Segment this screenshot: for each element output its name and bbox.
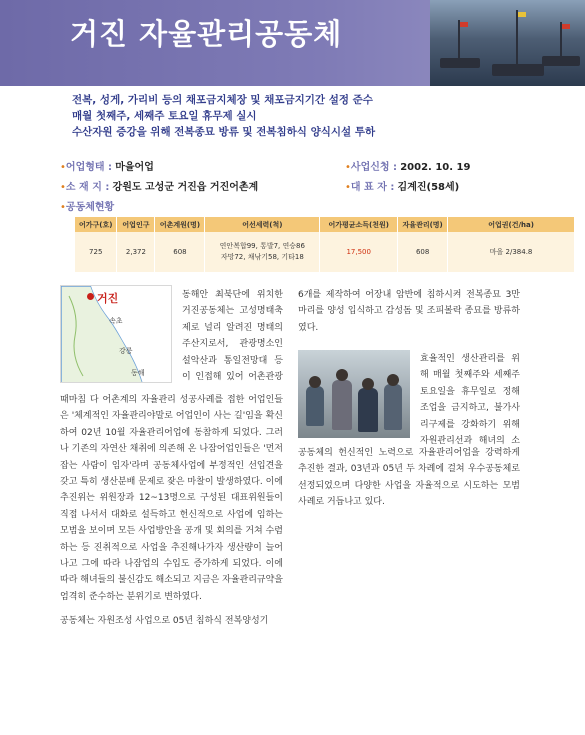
table-header: 자율관리(명) bbox=[398, 217, 448, 232]
paragraph: 공동체는 자원조성 사업으로 05년 침하식 전복양성기 bbox=[60, 616, 269, 627]
table-header: 어촌계원(명) bbox=[155, 217, 205, 232]
table-header-row bbox=[75, 217, 575, 232]
headline-3: 수산자원 증강을 위해 전복종묘 방류 및 전복침하식 양식시설 투하 bbox=[72, 126, 376, 138]
location-map bbox=[60, 285, 172, 383]
table-header: 어업인구 bbox=[117, 217, 155, 232]
map-label: 강릉 bbox=[119, 347, 133, 355]
table-header: 어가구(호) bbox=[75, 217, 117, 232]
headline-block bbox=[0, 86, 585, 142]
right-column-top bbox=[298, 287, 520, 344]
location: •소 재 지 : 강원도 고성군 거진읍 거진어촌계 bbox=[60, 182, 259, 193]
table-cell: 608 bbox=[155, 232, 205, 272]
table-cell: 725 bbox=[75, 232, 117, 272]
paragraph: 때마침 다 어촌계의 자율관리 성공사례를 접한 어업인들은 '체계적인 자율관리야말로 어업인이 사는 길'임을 확신하여 02년 10월 자율관리어업에 동참하게 되었다. 그러나 기존의 자연산 채취에 의존해 온 나잠어업인들은 '먼저 잡는 사람이 임자'라며 공동체사업에 부정적인 선입견을 갖고 특히 생산분배 문제로 잦은 마찰이 발생하였다. 이에 추진위는 위원장과 12~13명으로 구성된 대표위원들이 직접 나서서 대화로 설득하고 헌신적으로 사업에 임하는 모범을 보이며 모든 사업방안을 공개 및 회의를 거쳐 수렴하는 등 진취적으로 사업을 추진해나가자 생산량이 늘어나고 그에 따라 나잠업의 수입도 증가하게 되었다. 이에 따라 해녀들의 불신감도 해소되고 지금은 자율관리규약을 엄격히 준수하는 분위기로 변하였다. bbox=[60, 395, 283, 602]
table-cell: 2,372 bbox=[117, 232, 155, 272]
map-label: 속초 bbox=[109, 317, 123, 325]
map-label: 동해 bbox=[131, 369, 145, 377]
table-header: 어가평균소득(천원) bbox=[320, 217, 398, 232]
application-date: •사업신청 : 2002. 10. 19 bbox=[345, 162, 471, 173]
harbor-photo bbox=[430, 0, 585, 86]
page-title: 거진 자율관리공동체 bbox=[70, 17, 343, 51]
representative: •대 표 자 : 김계진(58세) bbox=[345, 182, 460, 193]
right-column-body bbox=[298, 445, 520, 519]
left-column-body bbox=[60, 384, 283, 638]
table-cell: 608 bbox=[398, 232, 448, 272]
location-marker-icon bbox=[87, 293, 94, 300]
table-cell: 연안복합99, 통발7, 연승86 자망72, 채낚기58, 기타18 bbox=[205, 232, 320, 272]
table-cell: 마을 2/384.8 bbox=[448, 232, 575, 272]
paragraph: 동해안 최북단에 위치한 거진공동체는 고성명태축제로 널리 알려진 명태의 주산지로서, 관광명소인 설악산과 통일전망대 등이 인접해 있어 어촌관광 bbox=[182, 290, 283, 383]
table-row bbox=[75, 232, 575, 272]
header-banner bbox=[0, 0, 585, 86]
headline-2: 매월 첫째주, 세째주 토요일 휴무제 실시 bbox=[72, 110, 257, 122]
paragraph: 6개를 제작하여 어장내 암반에 침하시켜 전복종묘 3만 마리를 양성 입식하고 감성돔 및 조피볼락 종묘를 방류하였다. bbox=[298, 290, 520, 333]
table-cell: 17,500 bbox=[320, 232, 398, 272]
fishermen-photo bbox=[298, 350, 410, 438]
table-header: 어선세력(척) bbox=[205, 217, 320, 232]
left-column-intro bbox=[182, 287, 283, 391]
status-heading: •공동체현황 bbox=[60, 202, 115, 213]
paragraph: 효율적인 생산관리를 위해 매월 첫째주와 세째주 토요일을 휴무일로 정해 조업을 금지하고, 불가사리구제를 강화하기 위해 자원관리선과 해녀의 소 bbox=[420, 354, 520, 447]
map-location-label: 거진 bbox=[97, 292, 119, 305]
headline-1: 전복, 성게, 가리비 등의 채포금지체장 및 채포금지기간 설정 준수 bbox=[72, 94, 373, 106]
community-stats-table bbox=[75, 217, 575, 272]
table-header: 어업권(건/ha) bbox=[448, 217, 575, 232]
fishery-type: •어업형태 : 마을어업 bbox=[60, 162, 154, 173]
right-column-wrap bbox=[420, 351, 520, 455]
paragraph: 공동체의 헌신적인 노력으로 자율관리어업을 강력하게 추진한 결과, 03년과 05년 두 차례에 걸쳐 우수공동체로 선정되었으며 다양한 사업을 자율적으로 시도하는 모범사례로 거듭나고 있다. bbox=[298, 448, 520, 508]
